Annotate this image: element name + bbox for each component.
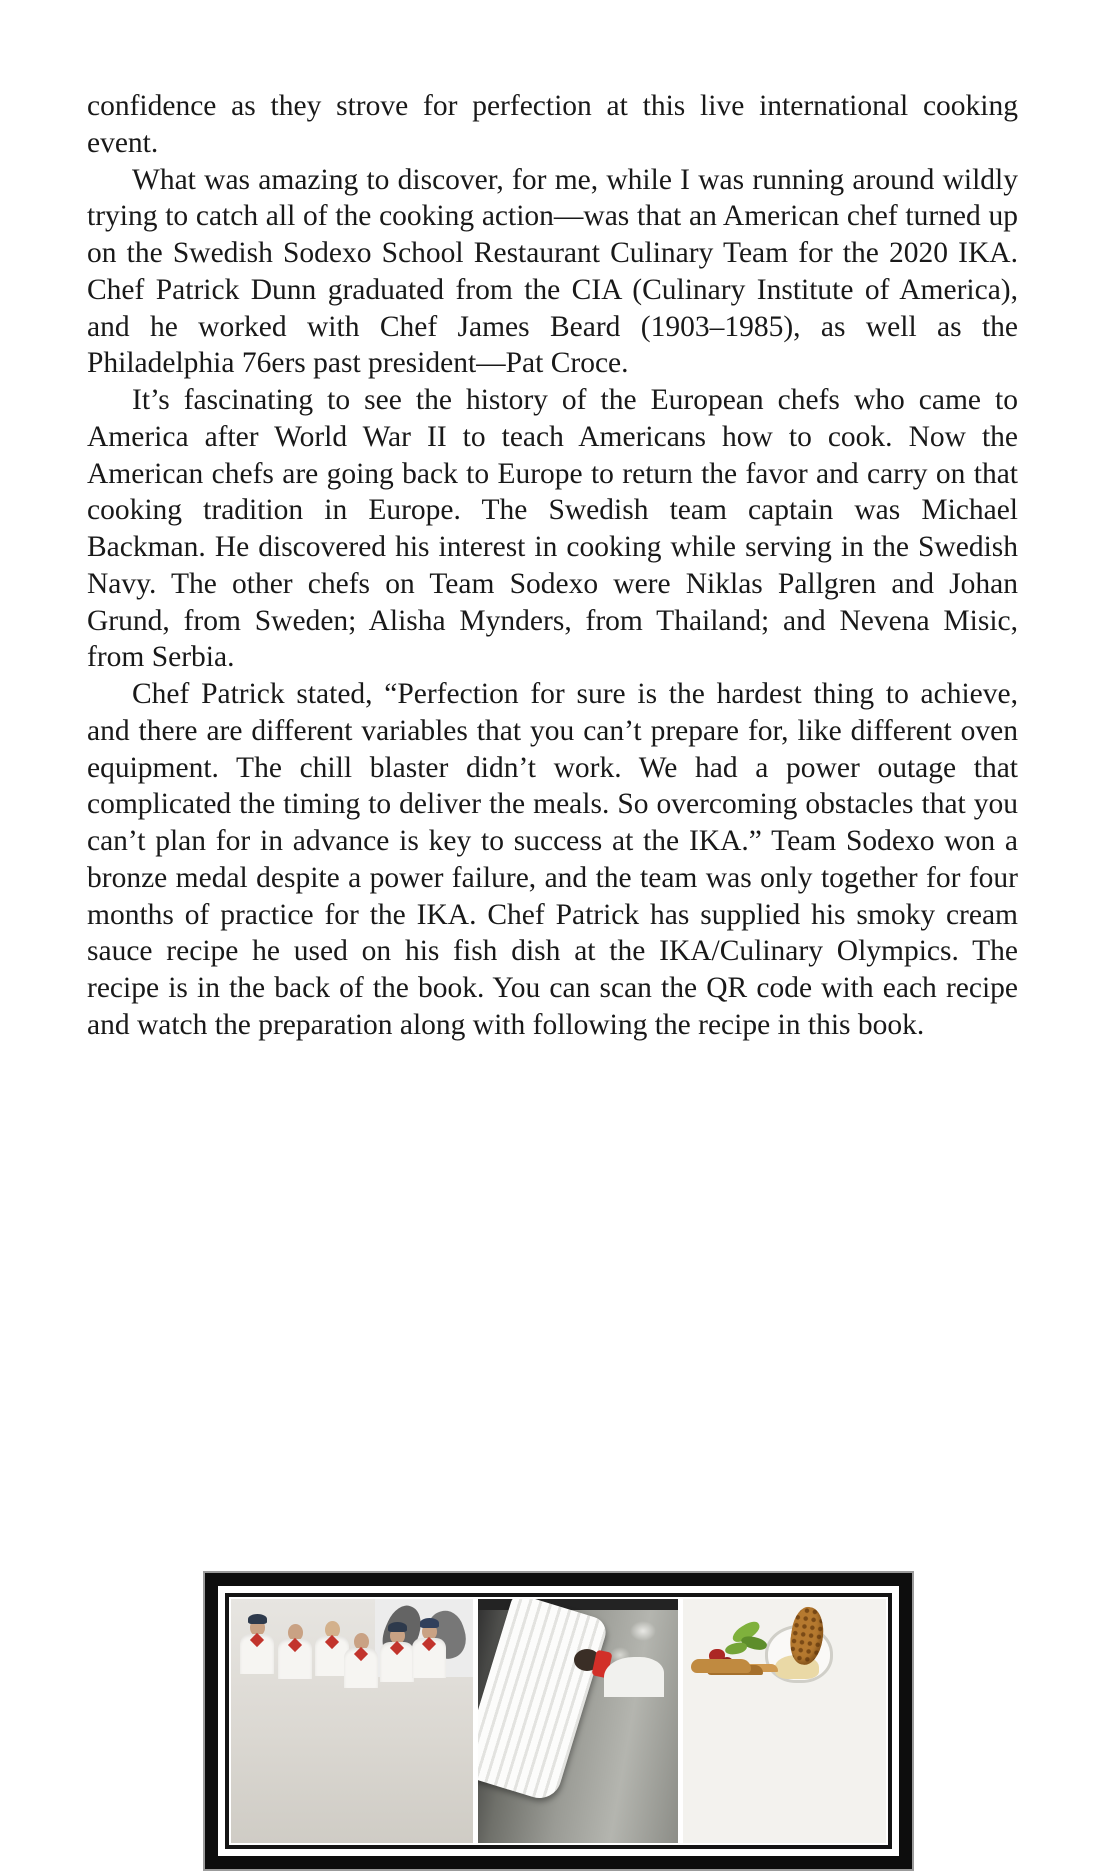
paragraph-1: confidence as they strove for perfection at this live international cooking event. xyxy=(87,90,1018,159)
chef-toque xyxy=(478,1599,610,1803)
frame-inner-border xyxy=(225,1593,892,1849)
paragraph-2: What was amazing to discover, for me, while I was running around wildly trying to catch all of the cooking action—was that an American chef turned up on the Swedish Sodexo School Restaurant Culinary Team for the 2020 IKA. Chef Patrick Dunn graduated from the CIA (Culinary Institute of America), and he worked with Chef James Beard (1903–1985), as well as the Philadelphia 76ers past president—Pat Croce. xyxy=(87,163,1018,380)
plated-dish-photo xyxy=(683,1599,886,1843)
paragraph-3: It’s fascinating to see the history of the European chefs who came to America after World War II to teach Americans how to cook. Now the American chefs are going back to Europe to return the favor and carry on that cooking tradition in Europe. The Swedish team captain was Michael Backman. He discovered his interest in cooking while serving in the Swedish Navy. The other chefs on Team Sodexo were Niklas Pallgren and Johan Grund, from Sweden; Alisha Mynders, from Thailand; and Nevena Misic, from Serbia. xyxy=(87,384,1018,674)
team-photo xyxy=(231,1599,473,1843)
chef-figure xyxy=(237,1619,277,1674)
photo-strip xyxy=(231,1599,886,1843)
paragraph-4: Chef Patrick stated, “Perfection for sure is the hardest thing to achieve, and there are different variables that you can’t prepare for, like different oven equipment. The chill blaster didn’t work. We had a power outage that complicated the timing to deliver the meals. So overcoming obstacles that you can’t plan for in advance is key to success at the IKA.” Team Sodexo won a bronze medal despite a power failure, and the team was only together for four months of practice for the IKA. Chef Patrick has supplied his smoky cream sauce recipe he used on his fish dish at the IKA/Culinary Olympics. The recipe is in the back of the book. You can scan the QR code with each recipe and watch the preparation along with following the recipe in this book. xyxy=(87,678,1018,1041)
chef-figure xyxy=(409,1623,449,1678)
framed-photo-collage xyxy=(203,1571,914,1871)
chef-figure xyxy=(341,1633,381,1688)
frame-matte xyxy=(218,1586,899,1856)
body-text xyxy=(87,88,1018,1044)
chef-figure xyxy=(275,1624,315,1679)
chef-hat-photo xyxy=(478,1599,678,1843)
